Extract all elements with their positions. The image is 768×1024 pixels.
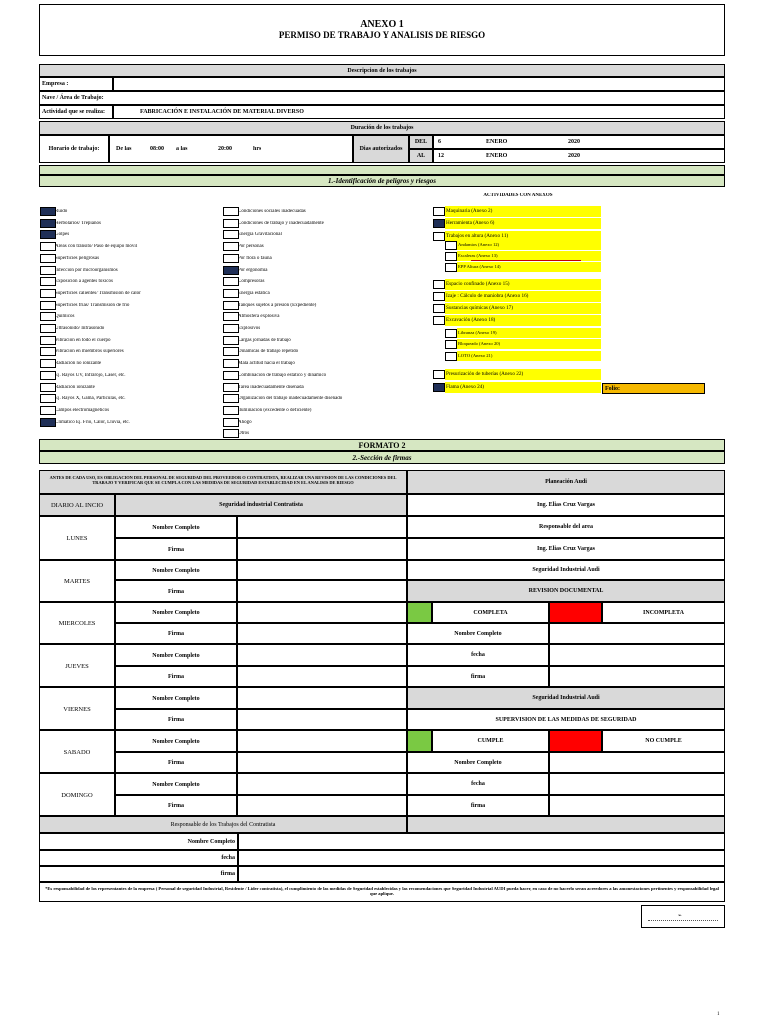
dia-firma-label: Firma xyxy=(115,538,237,560)
horario-box xyxy=(109,135,353,163)
supervision-label: SUPERVISION DE LAS MEDIDAS DE SEGURIDAD xyxy=(407,709,725,730)
horario-label: Horario de trabajo: xyxy=(39,135,109,163)
seg-audi-1: Seguridad Industrial Audi xyxy=(407,560,725,580)
anexo-checkbox[interactable] xyxy=(445,252,457,261)
riesgo-col2-checkbox[interactable] xyxy=(223,394,239,403)
descripcion-section xyxy=(39,64,725,120)
riesgo-col1-label: Vibración en miembros superiores xyxy=(55,349,124,355)
del-anio: 2020 xyxy=(568,139,580,145)
riesgo-col2-checkbox[interactable] xyxy=(223,324,239,333)
dia-firma-label: Firma xyxy=(115,623,237,644)
fecha-audi-1-value xyxy=(549,644,725,666)
del-mes: ENERO xyxy=(486,139,508,145)
riesgo-col1-checkbox[interactable] xyxy=(40,394,56,403)
seg-contratista-label: Seguridad industrial Contratista xyxy=(115,494,407,516)
anexo-label: Izaje : Cálculo de maniobra (Anexo 16) xyxy=(445,291,601,302)
dia-nombre-completo-label: Nombre Completo xyxy=(115,730,237,752)
riesgo-col1-checkbox[interactable] xyxy=(40,277,56,286)
riesgo-col1-label: Vibración en todo el cuerpo xyxy=(55,337,111,343)
firma-audi-2-value xyxy=(549,795,725,816)
peligros-title: 1.-Identificación de peligros y riesgos xyxy=(39,175,725,187)
riesgo-col2-checkbox[interactable] xyxy=(223,418,239,427)
dia-nombre-completo-field[interactable] xyxy=(237,644,407,666)
anexo-label: Maquinaria (Anexo 2) xyxy=(445,206,601,217)
riesgo-col2-checkbox[interactable] xyxy=(223,359,239,368)
dia-nombre-completo-label: Nombre Completo xyxy=(115,516,237,538)
riesgo-col1-label: Ruido xyxy=(55,209,68,214)
dia-firma-label: Firma xyxy=(115,795,237,816)
al-dia: 12 xyxy=(438,153,444,159)
footer-note: *Es responsabilidad de los representantes de la empresa ( Personal de seguridad Industrial, Residente / Líder contratista), el cumplimiento de las medidas de Seguridad establecidas y las recomendaciones que Seguridad Industrial AUDI pueda hacer, en caso de no hacerlo seran acreedores a las amonestaciones pertinentes y responsabilidad legal que aplique. xyxy=(39,882,725,902)
anexo-label: Trabajos en altura (Anexo 11) xyxy=(445,231,601,242)
riesgo-col2-label: Por flora o fauna xyxy=(238,255,272,261)
riesgo-col2-checkbox[interactable] xyxy=(223,207,239,216)
fecha-audi-2: fecha xyxy=(407,773,549,795)
dia-firma-field[interactable] xyxy=(237,795,407,816)
anexo-label: Sustancias químicas (Anexo 17) xyxy=(445,303,601,314)
riesgo-col2-checkbox[interactable] xyxy=(223,347,239,356)
riesgo-col2-label: Condiciones de trabajo y inadecuadamente xyxy=(238,220,324,226)
dia-nombre-completo-field[interactable] xyxy=(237,516,407,538)
hora-inicio: 08:00 xyxy=(150,146,164,152)
cumple-label: CUMPLE xyxy=(432,730,549,752)
dia-nombre-completo-label: Nombre Completo xyxy=(115,687,237,709)
dia-firma-label: Firma xyxy=(115,709,237,730)
completa-label: COMPLETA xyxy=(432,602,549,623)
nave-label: Nave / Área de Trabajo: xyxy=(39,91,725,105)
al-mes: ENERO xyxy=(486,153,508,159)
anexo-label: LOTO (Anexo 21) xyxy=(457,351,601,361)
firma-audi-1: firma xyxy=(407,666,549,687)
folio-label: Folio: xyxy=(602,383,705,394)
planeacion-label: Planeación Audi xyxy=(407,470,725,494)
dia-firma-field[interactable] xyxy=(237,538,407,560)
riesgo-col2-checkbox[interactable] xyxy=(223,301,239,310)
riesgo-col2-checkbox[interactable] xyxy=(223,254,239,263)
dia-nombre-completo-label: Nombre Completo xyxy=(115,773,237,795)
dia-label: LUNES xyxy=(39,516,115,560)
riesgo-col2-label: Tanques sujetos a presión (Expediente) xyxy=(238,302,317,308)
anexo-label: Herramienta (Anexo 6) xyxy=(445,218,601,229)
fecha-audi-1: fecha xyxy=(407,644,549,666)
header-box xyxy=(39,4,725,56)
a-las-label: a las xyxy=(176,146,188,152)
riesgo-col1-checkbox[interactable] xyxy=(40,301,56,310)
riesgo-col1-checkbox[interactable] xyxy=(40,207,56,216)
riesgo-col1-checkbox[interactable] xyxy=(40,359,56,368)
anexo-label: Andamios (Anexo 12) xyxy=(457,240,601,250)
riesgo-col1-checkbox[interactable] xyxy=(40,219,56,228)
hrs-label: hrs xyxy=(253,146,262,152)
dia-nombre-completo-field[interactable] xyxy=(237,687,407,709)
nombre-completo-contratista-value xyxy=(238,833,725,850)
riesgo-col2-checkbox[interactable] xyxy=(223,219,239,228)
riesgo-col1-checkbox[interactable] xyxy=(40,336,56,345)
anexo-checkbox[interactable] xyxy=(433,219,445,228)
dias-autorizados-label: Dias autorizados xyxy=(353,135,409,163)
anexo-checkbox[interactable] xyxy=(445,263,457,272)
duracion-section xyxy=(39,121,725,165)
riesgo-col2-label: Por personas xyxy=(238,244,264,250)
riesgo-col1-label: Campos electromagnéticos xyxy=(55,407,110,413)
anexo-label: Escaleras (Anexo 13) xyxy=(457,251,601,261)
anexo-checkbox[interactable] xyxy=(433,292,445,301)
signature-mark: ⌁ xyxy=(678,913,682,919)
dia-firma-label: Firma xyxy=(115,752,237,773)
riesgo-col2-label: Otros xyxy=(238,431,250,437)
riesgo-col1-label: Superficies peligrosas xyxy=(55,255,100,261)
anexo-checkbox[interactable] xyxy=(445,329,457,338)
al-row xyxy=(433,149,725,163)
riesgo-col2-checkbox[interactable] xyxy=(223,429,239,438)
dia-firma-label: Firma xyxy=(115,580,237,602)
riesgo-col1-checkbox[interactable] xyxy=(40,347,56,356)
riesgo-col2-label: Ahogo xyxy=(238,419,252,425)
no-cumple-swatch xyxy=(549,730,602,752)
riesgo-col1-label: Ultrasonido/ Infrasonido xyxy=(55,326,105,331)
riesgo-col2-label: Tarea inadecuadamente diseñada xyxy=(238,384,304,390)
riesgo-col1-label: Climático Ej. Frío, Calor, Lluvia, etc. xyxy=(55,419,130,425)
riesgo-col1-label: Radiación no ionizante xyxy=(55,361,102,367)
dia-nombre-completo-field[interactable] xyxy=(237,773,407,795)
dia-nombre-completo-field[interactable] xyxy=(237,602,407,623)
riesgo-col1-checkbox[interactable] xyxy=(40,324,56,333)
anexo-label: Excavación (Anexo 18) xyxy=(445,315,601,326)
anexo-label: Espacio confinado (Anexo 15) xyxy=(445,279,601,290)
signature-line xyxy=(648,920,718,921)
anexo-checkbox[interactable] xyxy=(445,352,457,361)
firma-audi-2: firma xyxy=(407,795,549,816)
nombre-completo-audi: Nombre Completo xyxy=(407,623,549,644)
riesgo-col2-label: Compresoras xyxy=(238,279,265,285)
firmas-section xyxy=(39,470,725,882)
dia-firma-field[interactable] xyxy=(237,709,407,730)
riesgo-col2-checkbox[interactable] xyxy=(223,289,239,298)
formato-title: FORMATO 2 xyxy=(39,439,725,451)
dia-label: JUEVES xyxy=(39,644,115,687)
ing-name-1: Ing. Elias Cruz Vargas xyxy=(407,494,725,516)
riesgo-col1-label: Químicos xyxy=(55,314,75,320)
del-row xyxy=(433,135,725,149)
anexo-checkbox[interactable] xyxy=(433,232,445,241)
riesgo-col2-label: Iluminación (excedente o deficiente) xyxy=(238,407,312,413)
riesgo-col2-label: Explosivos xyxy=(238,326,261,331)
anexo-checkbox[interactable] xyxy=(433,316,445,325)
riesgo-col2-checkbox[interactable] xyxy=(223,336,239,345)
dia-firma-field[interactable] xyxy=(237,752,407,773)
dia-label: MARTES xyxy=(39,560,115,602)
dia-firma-field[interactable] xyxy=(237,580,407,602)
riesgo-col1-checkbox[interactable] xyxy=(40,289,56,298)
riesgo-col1-checkbox[interactable] xyxy=(40,266,56,275)
riesgo-col1-checkbox[interactable] xyxy=(40,230,56,239)
riesgo-col1-checkbox[interactable] xyxy=(40,418,56,427)
dia-firma-field[interactable] xyxy=(237,623,407,644)
riesgo-col2-label: Condiciones sociales inadecuadas xyxy=(238,209,306,214)
riesgo-col2-checkbox[interactable] xyxy=(223,277,239,286)
empresa-label: Empresa : xyxy=(39,77,113,91)
anexo-label: Libranza (Anexo 19) xyxy=(457,328,601,338)
firma-audi-1-value xyxy=(549,666,725,687)
riesgo-col1-checkbox[interactable] xyxy=(40,371,56,380)
fecha-audi-2-value xyxy=(549,773,725,795)
header-title-2: PERMISO DE TRABAJO Y ANALISIS DE RIESGO xyxy=(278,30,486,40)
incompleta-label: INCOMPLETA xyxy=(602,602,725,623)
riesgo-col2-checkbox[interactable] xyxy=(223,383,239,392)
riesgo-col1-label: Golpes xyxy=(55,232,70,238)
nombre-completo-audi-2: Nombre Completo xyxy=(407,752,549,773)
revision-documental: REVISION DOCUMENTAL xyxy=(407,580,725,602)
anexo-label: Flama (Anexo 24) xyxy=(445,382,601,393)
anexo-label: Presurización de tuberías (Anexo 22) xyxy=(445,369,601,380)
riesgo-col1-checkbox[interactable] xyxy=(40,383,56,392)
anexo-checkbox[interactable] xyxy=(433,383,445,392)
responsable-contratista-label: Responsable de los Trabajos del Contratista xyxy=(39,816,407,833)
riesgo-col1-label: Ej. Rayos UV, Infrarojo, Laser, etc. xyxy=(55,372,126,378)
riesgo-col1-label: Superficies calientes/ Transmisión de calor xyxy=(55,290,141,296)
riesgo-col2-label: Organización del trabajo inadecuadamente diseñado xyxy=(238,396,343,402)
no-cumple-label: NO CUMPLE xyxy=(602,730,725,752)
riesgo-col2-label: Atmosfera explosiva xyxy=(238,314,280,320)
firma-contratista-value xyxy=(238,866,725,882)
duracion-title: Duración de los trabajos xyxy=(39,121,725,135)
firma-contratista: firma xyxy=(39,866,238,882)
anexo-checkbox[interactable] xyxy=(433,304,445,313)
diario-label: DIARIO AL INCIO xyxy=(39,494,115,516)
riesgo-col1-label: Ej. Rayos X, Gama, Partículas, etc. xyxy=(55,396,126,402)
incompleta-swatch xyxy=(549,602,602,623)
del-label: DEL xyxy=(409,135,433,149)
responsable-contratista-right xyxy=(407,816,725,833)
riesgo-col2-label: Por ergonomía xyxy=(238,267,268,273)
aviso-text: ANTES DE CADA USO, ES OBLIGACION DEL PERSONAL DE SEGURIDAD DEL PROVEEDOR O CONTRATISTA, REALIZAR UNA REVISION DE LAS CONDICIONES DEL TRABAJO Y VERIFICAR QUE SE CUMPLA CON LAS MEDIDAS DE SEGURIDAD ESTABLECIDAD EN EL ANALISIS DE RIESGO xyxy=(39,470,407,494)
completa-swatch xyxy=(407,602,432,623)
actividad-label: Actividad que se realiza: xyxy=(39,105,113,119)
de-las-label: De las xyxy=(116,146,132,152)
fecha-contratista-value xyxy=(238,850,725,866)
riesgo-col2-checkbox[interactable] xyxy=(223,230,239,239)
riesgo-col2-label: Mala actitud hacia el trabajo xyxy=(238,361,295,367)
peligros-body xyxy=(39,188,725,436)
nombre-completo-audi-2-value xyxy=(549,752,725,773)
riesgo-col2-checkbox[interactable] xyxy=(223,242,239,251)
actividad-value: FABRICACIÓN E INSTALACIÓN DE MATERIAL DIVERSO xyxy=(113,105,725,119)
descripcion-title: Descripcion de los trabajos xyxy=(39,64,725,77)
escaleras-underline xyxy=(471,260,581,261)
riesgo-col2-label: Dinámicas de trabajo repetido xyxy=(238,349,299,355)
dia-label: MIERCOLES xyxy=(39,602,115,644)
dia-nombre-completo-label: Nombre Completo xyxy=(115,644,237,666)
dia-nombre-completo-label: Nombre Completo xyxy=(115,602,237,623)
riesgo-col1-label: Areas con tránsito/ Paso de equipo móvil xyxy=(55,244,138,250)
empresa-value xyxy=(113,77,725,91)
dia-firma-field[interactable] xyxy=(237,666,407,687)
riesgo-col2-checkbox[interactable] xyxy=(223,371,239,380)
seg-audi-2: Seguridad Industrial Audi xyxy=(407,687,725,709)
dia-label: DOMINGO xyxy=(39,773,115,816)
al-label: AL xyxy=(409,149,433,163)
dia-nombre-completo-label: Nombre Completo xyxy=(115,560,237,580)
anexo-checkbox[interactable] xyxy=(445,340,457,349)
dia-nombre-completo-field[interactable] xyxy=(237,730,407,752)
nombre-completo-audi-value xyxy=(549,623,725,644)
anexo-checkbox[interactable] xyxy=(433,280,445,289)
dia-firma-label: Firma xyxy=(115,666,237,687)
riesgo-col2-label: Combinación de trabajo estático y dinámico xyxy=(238,372,327,378)
riesgo-col1-label: Radiación ionizante xyxy=(55,384,95,390)
riesgo-col1-label: Exposición a agentes tóxicos xyxy=(55,279,113,285)
anexo-checkbox[interactable] xyxy=(433,207,445,216)
riesgo-col2-checkbox[interactable] xyxy=(223,312,239,321)
riesgo-col1-label: Herbolarios/ Trepianos xyxy=(55,220,101,226)
ing-name-2: Ing. Elias Cruz Vargas xyxy=(407,538,725,560)
riesgo-col2-label: Energía Gravitacional xyxy=(238,232,282,238)
riesgo-col1-checkbox[interactable] xyxy=(40,242,56,251)
fecha-contratista: fecha xyxy=(39,850,238,866)
green-spacer xyxy=(39,165,725,175)
riesgo-col2-checkbox[interactable] xyxy=(223,406,239,415)
formato-subtitle: 2.-Sección de firmas xyxy=(39,451,725,464)
del-dia: 6 xyxy=(438,139,441,145)
riesgo-col1-checkbox[interactable] xyxy=(40,254,56,263)
dia-label: SABADO xyxy=(39,730,115,773)
nombre-completo-contratista: Nombre Completo xyxy=(39,833,238,850)
anexo-checkbox[interactable] xyxy=(445,241,457,250)
anexos-title: ACTIVIDADES CON ANEXOS xyxy=(483,193,553,198)
signature-box xyxy=(641,905,725,928)
anexo-label: Bloqueado (Anexo 20) xyxy=(457,339,601,349)
al-anio: 2020 xyxy=(568,153,580,159)
riesgo-col2-label: Largas jornadas de trabajo xyxy=(238,337,291,343)
hora-fin: 20:00 xyxy=(218,146,232,152)
riesgo-col1-checkbox[interactable] xyxy=(40,312,56,321)
header-title-1: ANEXO 1 xyxy=(360,19,404,30)
anexo-checkbox[interactable] xyxy=(433,370,445,379)
cumple-swatch xyxy=(407,730,432,752)
responsable-area: Responsable del area xyxy=(407,516,725,538)
riesgo-col2-label: Energía estática xyxy=(238,290,270,296)
dia-nombre-completo-field[interactable] xyxy=(237,560,407,580)
riesgo-col1-checkbox[interactable] xyxy=(40,406,56,415)
dia-label: VIERNES xyxy=(39,687,115,730)
riesgo-col2-checkbox[interactable] xyxy=(223,266,239,275)
page-number: 1 xyxy=(717,1012,720,1017)
anexo-label: EPP Altura (Anexo 14) xyxy=(457,262,601,272)
riesgo-col1-label: Superficies frías/ Transmisión de frío xyxy=(55,302,130,308)
riesgo-col1-label: Infección por microorganismos xyxy=(55,267,118,273)
